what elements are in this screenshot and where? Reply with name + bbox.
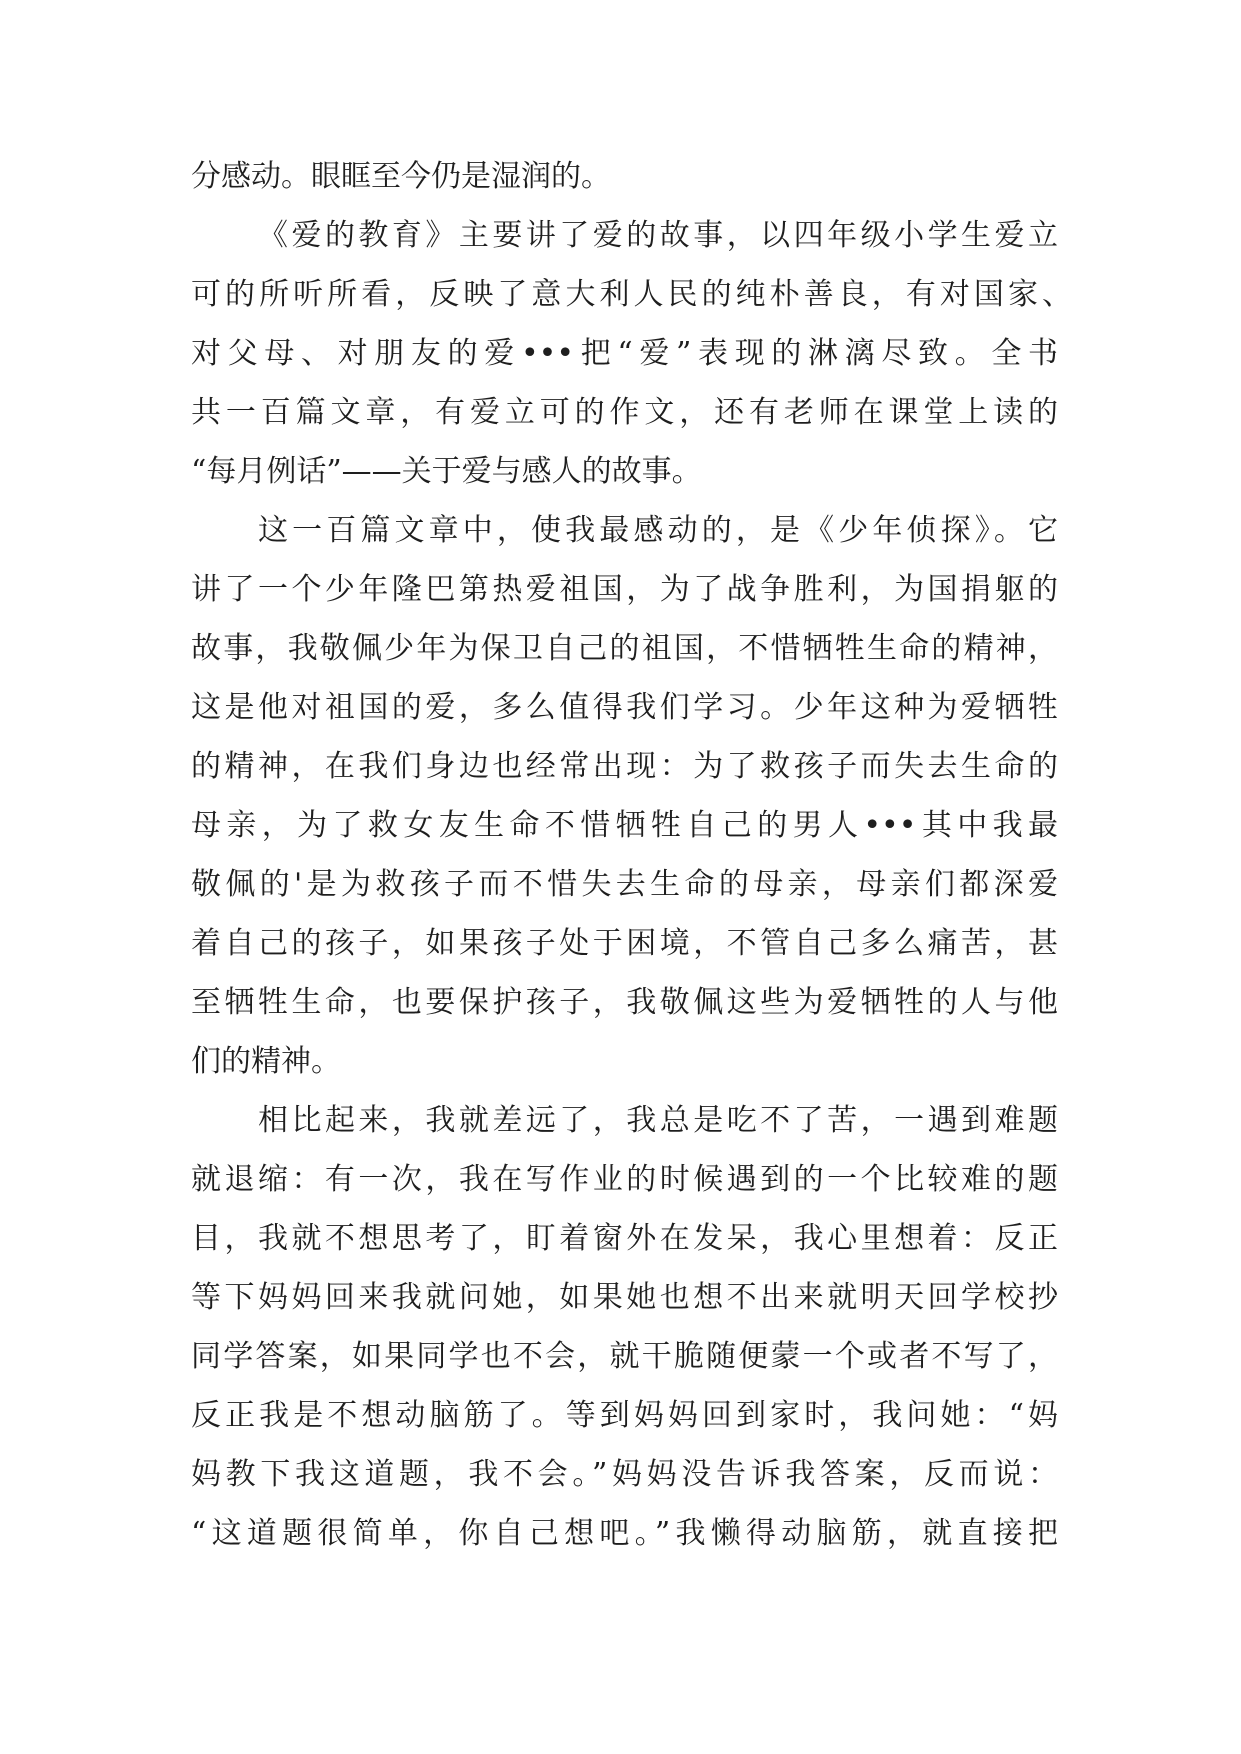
text-line: 就退缩：有一次，我在写作业的时候遇到的一个比较难的题	[191, 1162, 1058, 1197]
text-line: 反正我是不想动脑筋了。等到妈妈回到家时，我问她：“妈	[191, 1398, 1058, 1433]
text-line: 至牺牲生命，也要保护孩子，我敬佩这些为爱牺牲的人与他	[191, 985, 1058, 1020]
text-line: 的精神，在我们身边也经常出现：为了救孩子而失去生命的	[191, 749, 1058, 784]
text-line: 母亲，为了救女友生命不惜牺牲自己的男人•••其中我最	[191, 808, 1058, 843]
text-line: 同学答案，如果同学也不会，就干脆随便蒙一个或者不写了，	[191, 1339, 1058, 1374]
text-line: 对父母、对朋友的爱•••把“爱”表现的淋漓尽致。全书	[191, 336, 1058, 371]
text-line: 敬佩的'是为救孩子而不惜失去生命的母亲，母亲们都深爱	[191, 867, 1058, 902]
text-line: 讲了一个少年隆巴第热爱祖国，为了战争胜利，为国捐躯的	[191, 572, 1058, 607]
paragraph	[191, 147, 1058, 206]
paragraph	[191, 206, 1072, 501]
text-line: 目，我就不想思考了，盯着窗外在发呆，我心里想着：反正	[191, 1221, 1058, 1256]
text-line: 可的所听所看，反映了意大利人民的纯朴善良，有对国家、	[191, 277, 1072, 312]
text-line: “这道题很简单，你自己想吧。”我懒得动脑筋，就直接把	[191, 1516, 1058, 1551]
text-line: “每月例话”——关于爱与感人的故事。	[191, 454, 702, 489]
text-line: 着自己的孩子，如果孩子处于困境，不管自己多么痛苦，甚	[191, 926, 1058, 961]
text-line: 分感动。眼眶至今仍是湿润的。	[191, 159, 611, 194]
document-body	[191, 147, 1072, 1563]
paragraph	[191, 501, 1058, 1091]
text-line: 故事，我敬佩少年为保卫自己的祖国，不惜牺牲生命的精神，	[191, 631, 1058, 666]
text-line: 等下妈妈回来我就问她，如果她也想不出来就明天回学校抄	[191, 1280, 1058, 1315]
text-line: 《爱的教育》主要讲了爱的故事，以四年级小学生爱立	[258, 218, 1058, 253]
text-line: 这是他对祖国的爱，多么值得我们学习。少年这种为爱牺牲	[191, 690, 1058, 725]
text-line: 们的精神。	[191, 1044, 341, 1079]
text-line: 妈教下我这道题，我不会。”妈妈没告诉我答案，反而说：	[191, 1457, 1058, 1492]
text-line: 相比起来，我就差远了，我总是吃不了苦，一遇到难题	[258, 1103, 1058, 1138]
paragraph	[191, 1091, 1058, 1563]
text-line: 这一百篇文章中，使我最感动的，是《少年侦探》。它	[258, 513, 1058, 548]
text-line: 共一百篇文章，有爱立可的作文，还有老师在课堂上读的	[191, 395, 1058, 430]
